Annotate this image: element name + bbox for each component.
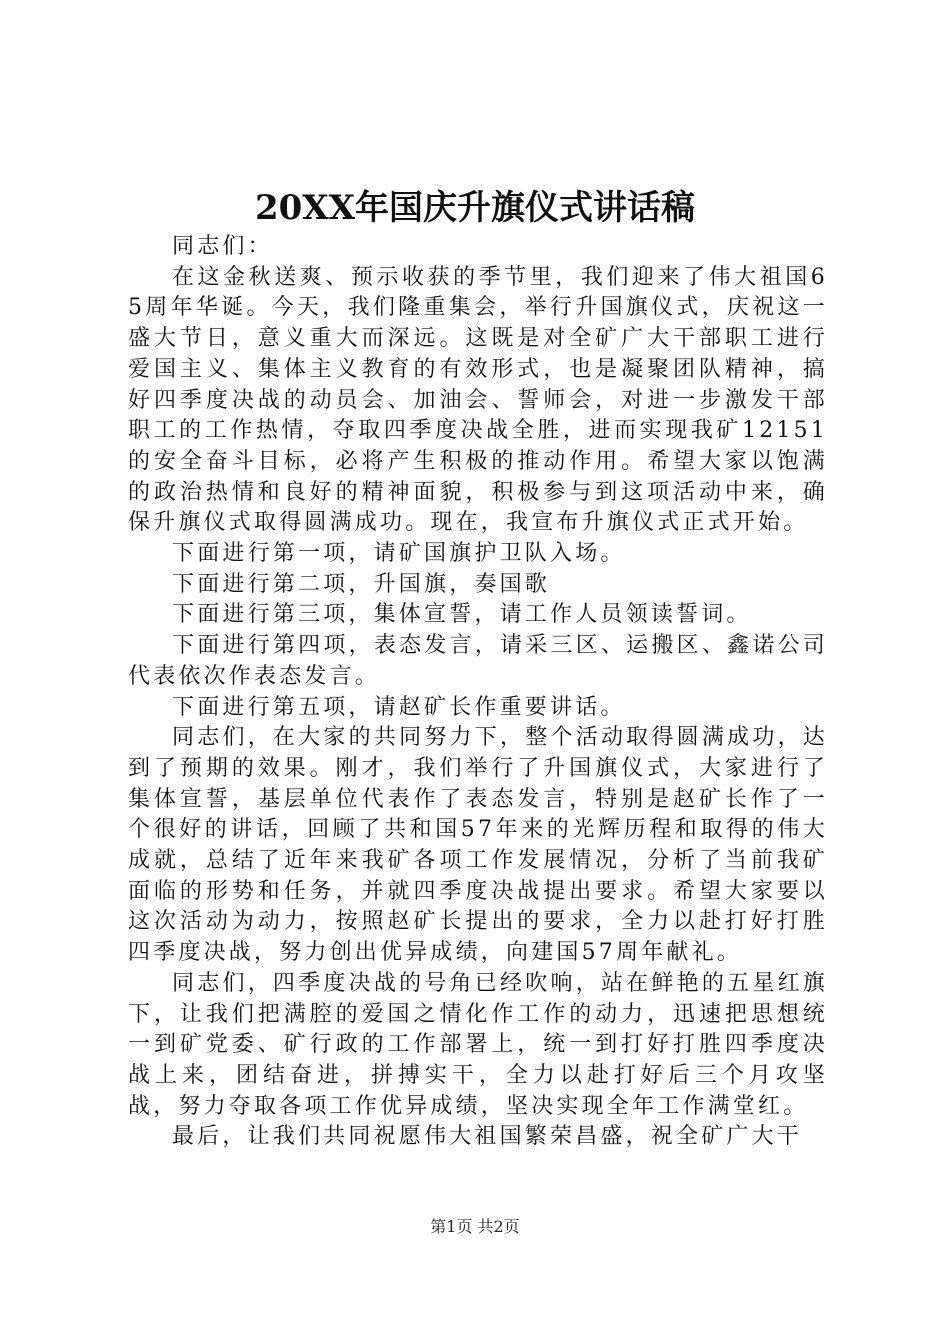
paragraph-item-3: 下面进行第三项，集体宣誓，请工作人员领读誓词。 xyxy=(172,602,752,628)
paragraph-item-5: 下面进行第五项，请赵矿长作重要讲话。 xyxy=(172,694,626,720)
paragraph-closing: 最后，让我们共同祝愿伟大祖国繁荣昌盛，祝全矿广大干 xyxy=(172,1124,803,1150)
paragraph-call-to-action: 同志们，四季度决战的号角已经吹响，站在鲜艳的五星红旗下，让我们把满腔的爱国之情化作工作的动力，迅速把思想统一到矿党委、矿行政的工作部署上，统一到打好打胜四季度决战上来，团结奋进，拼搏实干，全力以赴打好后三个月攻坚战，努力夺取各项工作优异成绩，坚决实现全年工作满堂红。 xyxy=(128,970,828,1119)
page-footer: 第1页 共2页 xyxy=(430,1217,520,1236)
paragraph-opening: 在这金秋送爽、预示收获的季节里，我们迎来了伟大祖国65周年华诞。今天，我们隆重集会，举行升国旗仪式，庆祝这一盛大节日，意义重大而深远。这既是对全矿广大干部职工进行爱国主义、集体主义教育的有效形式，也是凝聚团队精神，搞好四季度决战的动员会、加油会、誓师会，对进一步激发干部职工的工作热情，夺取四季度决战全胜，进而实现我矿12151的安全奋斗目标，必将产生积极的推动作用。希望大家以饱满的政治热情和良好的精神面貌，积极参与到这项活动中来，确保升旗仪式取得圆满成功。现在，我宣布升旗仪式正式开始。 xyxy=(128,264,828,536)
document-body xyxy=(128,232,828,1153)
document-title: 20XX年国庆升旗仪式讲话稿 xyxy=(254,188,696,228)
paragraph-item-2: 下面进行第二项，升国旗，奏国歌 xyxy=(172,571,551,597)
paragraph-item-4: 下面进行第四项，表态发言，请采三区、运搬区、鑫诺公司代表依次作表态发言。 xyxy=(128,633,828,689)
paragraph-summary: 同志们，在大家的共同努力下，整个活动取得圆满成功，达到了预期的效果。刚才，我们举行了升国旗仪式，大家进行了集体宣誓，基层单位代表作了表态发言，特别是赵矿长作了一个很好的讲话，回顾了共和国57年来的光辉历程和取得的伟大成就，总结了近年来我矿各项工作发展情况，分析了当前我矿面临的形势和任务，并就四季度决战提出要求。希望大家要以这次活动为动力，按照赵矿长提出的要求，全力以赴打好打胜四季度决战，努力创出优异成绩，向建国57周年献礼。 xyxy=(128,725,828,966)
paragraph-salutation: 同志们： xyxy=(172,234,273,259)
paragraph-item-1: 下面进行第一项，请矿国旗护卫队入场。 xyxy=(172,541,626,567)
